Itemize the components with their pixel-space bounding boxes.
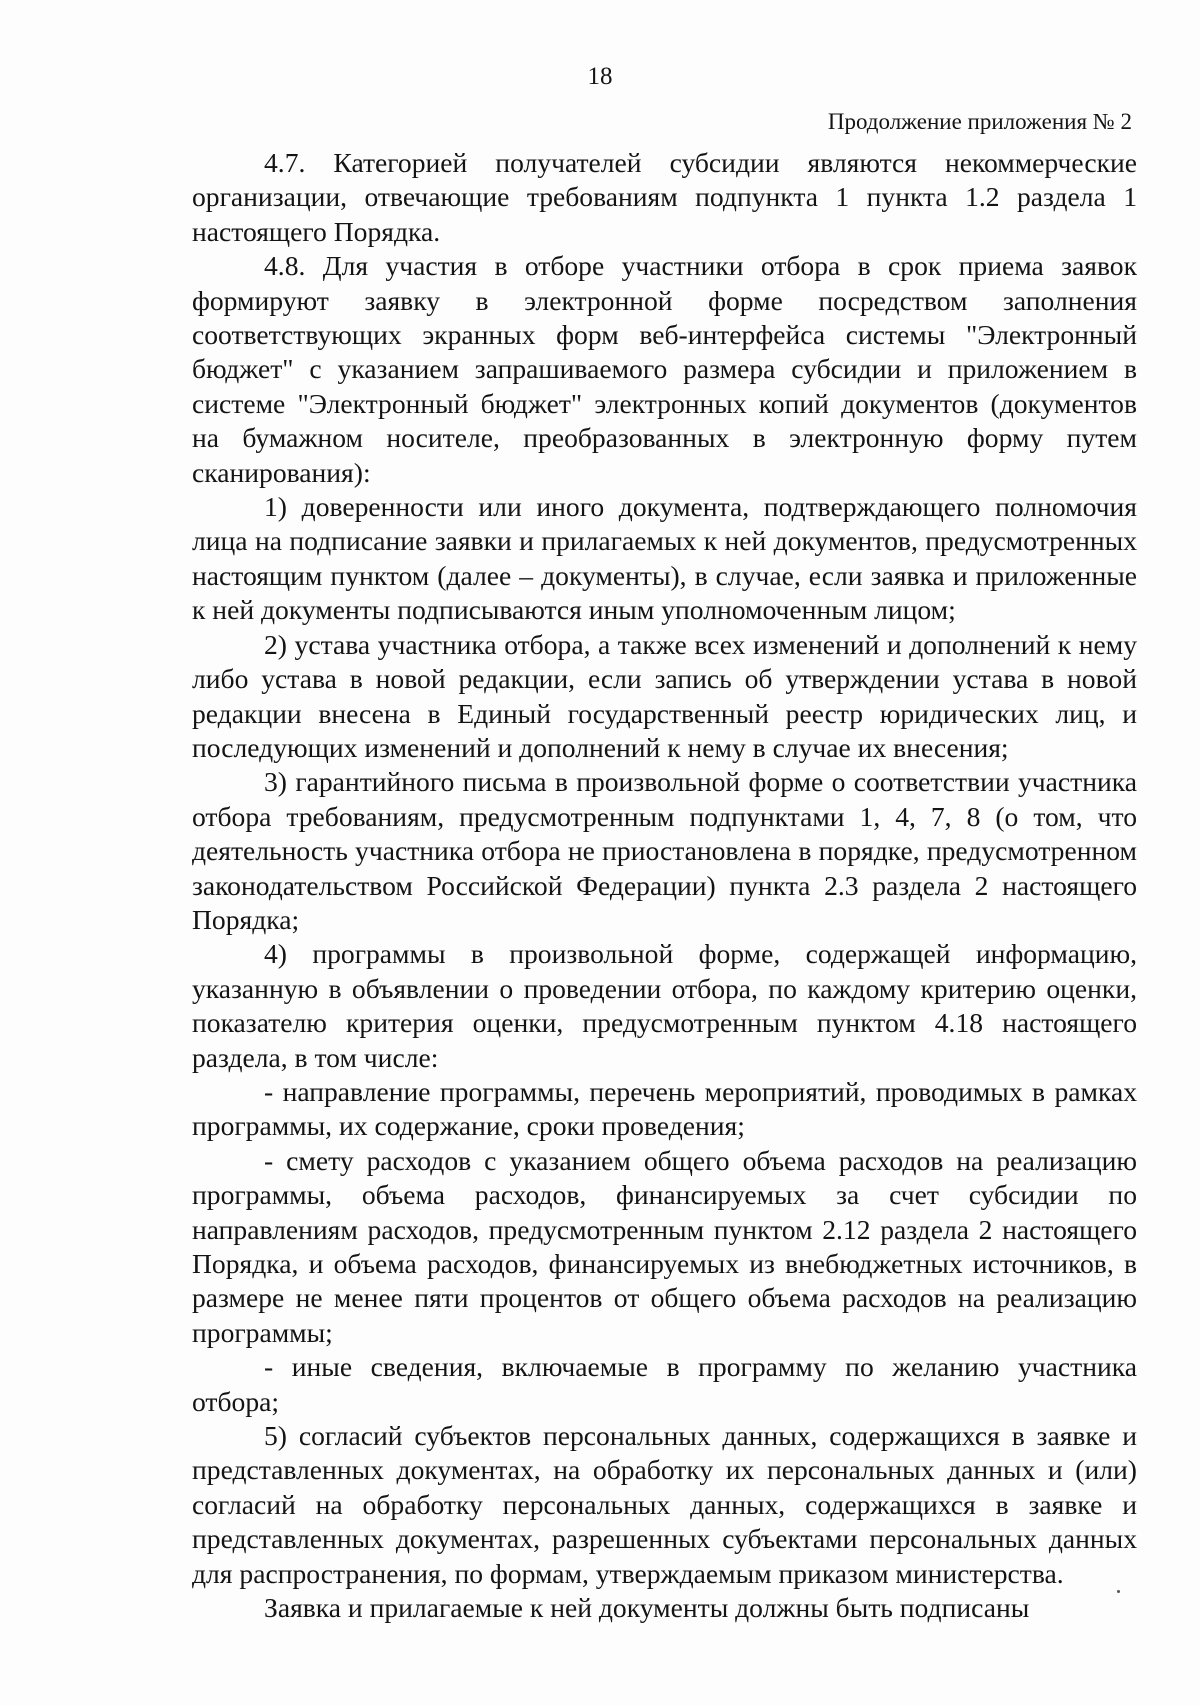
annex-label: Продолжение приложения № 2: [827, 109, 1132, 134]
list-item-4: 4) программы в произвольной форме, содержащей информацию, указанную в объявлении о проведении отбора, по каждому критерию оценки, показателю критерия оценки, предусмотренным пунктом 4.18 настоящего раздела, в том числе:: [192, 938, 1137, 1073]
scan-speck: [1117, 1590, 1120, 1593]
list-item-5: 5) согласий субъектов персональных данных, содержащихся в заявке и представленных документах, на обработку их персональных данных и (или) согласий на обработку персональных данных, содержащихся в заявке и представленных документах, разрешенных субъектами персональных данных для распространения, по формам, утверждаемым приказом министерства.: [192, 1420, 1137, 1589]
dash-item-other-info: - иные сведения, включаемые в программу по желанию участника отбора;: [192, 1351, 1137, 1417]
paragraph-4-7: 4.7. Категорией получателей субсидии являются некоммерческие организации, отвечающие требованиям подпункта 1 пункта 1.2 раздела 1 настоящего Порядка.: [192, 147, 1137, 247]
dash-item-cost-estimate: - смету расходов с указанием общего объема расходов на реализацию программы, объема расходов, финансируемых за счет субсидии по направлениям расходов, предусмотренным пунктом 2.12 раздела 2 настоящего Порядка, и объема расходов, финансируемых из внебюджетных источников, в размере не менее пяти процентов от общего объема расходов на реализацию программы;: [192, 1144, 1137, 1348]
list-item-2: 2) устава участника отбора, а также всех изменений и дополнений к нему либо устава в новой редакции, если запись об утверждении устава в новой редакции внесена в Единый государственный реестр юридических лиц, и последующих изменений и дополнений к нему в случае их внесения;: [192, 628, 1137, 763]
document-body: [192, 146, 1137, 1625]
paragraph-signing: Заявка и прилагаемые к ней документы должны быть подписаны: [264, 1592, 1030, 1624]
list-item-3: 3) гарантийного письма в произвольной форме о соответствии участника отбора требованиям, предусмотренным подпунктами 1, 4, 7, 8 (о том, что деятельность участника отбора не приостановлена в порядке, предусмотренном законодательством Российской Федерации) пункта 2.3 раздела 2 настоящего Порядка;: [192, 766, 1137, 935]
dash-item-program-direction: - направление программы, перечень мероприятий, проводимых в рамках программы, их содержание, сроки проведения;: [192, 1075, 1137, 1142]
page-number: 18: [587, 63, 613, 90]
paragraph-4-8: 4.8. Для участия в отборе участники отбора в срок приема заявок формируют заявку в электронной форме посредством заполнения соответствующих экранных форм веб-интерфейса системы "Электронный бюджет" с указанием запрашиваемого размера субсидии и приложением в системе "Электронный бюджет" электронных копий документов (документов на бумажном носителе, преобразованных в электронную форму путем сканирования):: [192, 250, 1137, 488]
list-item-1: 1) доверенности или иного документа, подтверждающего полномочия лица на подписание заявки и прилагаемых к ней документов, предусмотренных настоящим пунктом (далее – документы), в случае, если заявка и приложенные к ней документы подписываются иным уполномоченным лицом;: [192, 491, 1137, 626]
